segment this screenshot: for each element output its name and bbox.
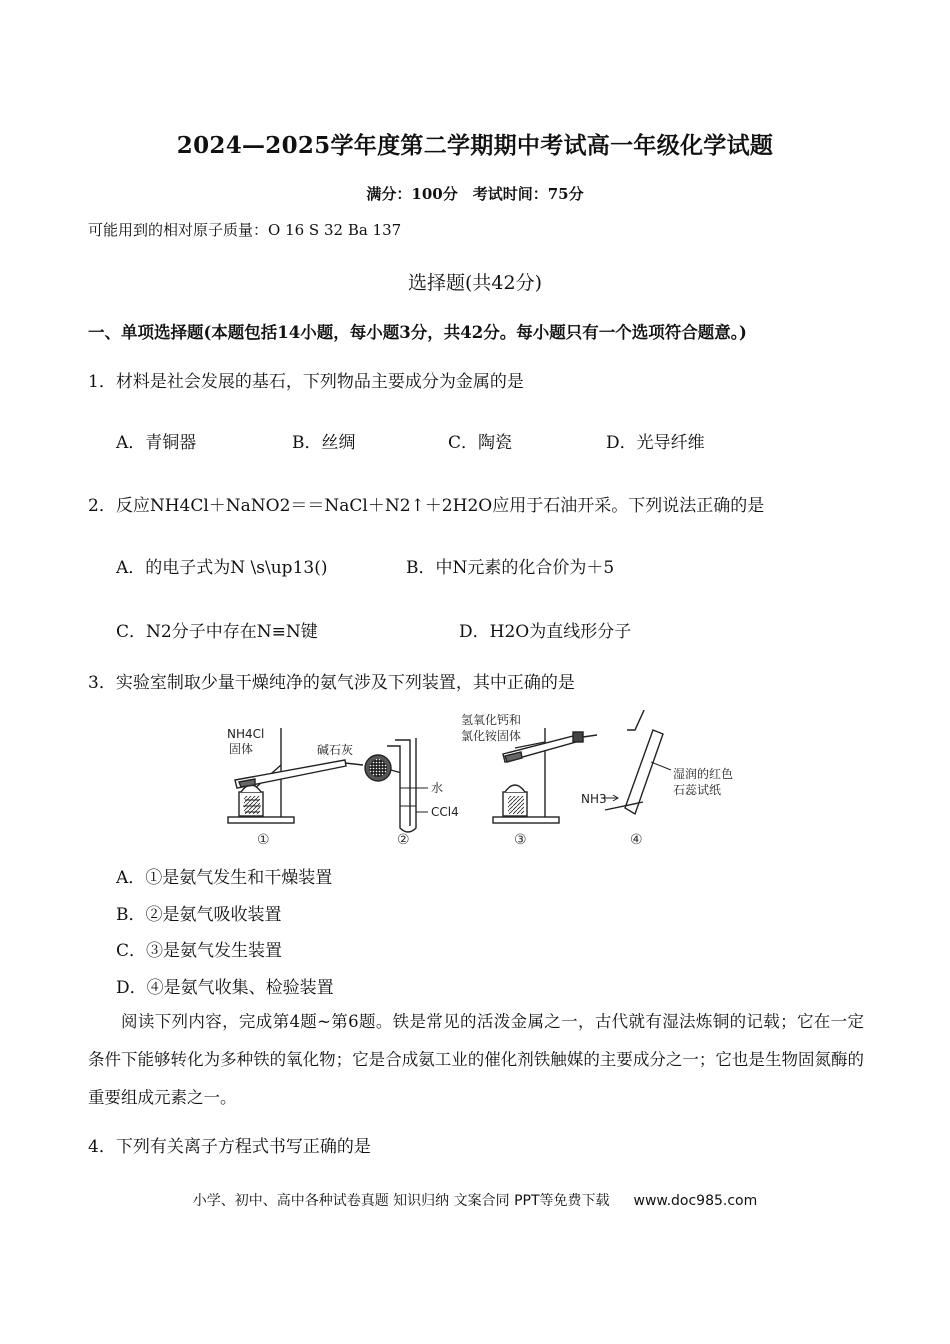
- question-1-option-b: B．丝绸: [292, 433, 356, 453]
- question-1-option-c: C．陶瓷: [448, 433, 513, 453]
- label-lime: 碱石灰: [317, 743, 354, 757]
- reading-passage: 阅读下列内容，完成第4题~第6题。铁是常见的活泼金属之一，古代就有湿法炼铜的记载；它在一定条件下能够转化为多种铁的氧化物；它是合成氨工业的催化剂铁触媒的主要成分之一；它也是生物固氮酶的重要组成元素之一。: [88, 1012, 864, 1107]
- question-1-option-d: D．光导纤维: [606, 433, 705, 453]
- question-1-stem: 1．材料是社会发展的基石，下列物品主要成分为金属的是: [88, 372, 524, 392]
- question-2-option-d: D．H2O为直线形分子: [459, 622, 632, 642]
- label-reagent-1: 氢氧化钙和: [461, 713, 522, 727]
- exam-title: 2024—2025学年度第二学期期中考试高一年级化学试题: [176, 132, 774, 159]
- footer-site-link[interactable]: www.doc985.com: [633, 1193, 758, 1209]
- atomic-masses: 可能用到的相对原子质量：O 16 S 32 Ba 137: [88, 221, 402, 239]
- question-3-stem: 3．实验室制取少量干燥纯净的氨气涉及下列装置，其中正确的是: [88, 673, 575, 693]
- label-water: 水: [431, 781, 444, 795]
- part-one-heading: 一、单项选择题(本题包括14小题，每小题3分，共42分。每小题只有一个选项符合题意。): [88, 323, 747, 342]
- label-solid: 固体: [229, 742, 254, 756]
- label-nh3: NH3: [581, 792, 607, 806]
- apparatus-4: [601, 710, 671, 814]
- label-paper-1: 湿润的红色: [673, 767, 734, 781]
- question-3-option-c: C．③是氨气发生装置: [116, 941, 283, 961]
- footer-text: 小学、初中、高中各种试卷真题 知识归纳 文案合同 PPT等免费下载: [192, 1193, 610, 1209]
- question-2-option-b: B．中N元素的化合价为＋5: [406, 558, 615, 578]
- page-footer: [0, 1190, 950, 1210]
- label-ccl4: CCl4: [431, 805, 459, 819]
- figure-number-3: ③: [514, 832, 527, 848]
- question-2-stem: 2．反应NH4Cl＋NaNO2＝＝NaCl＋N2↑＋2H2O应用于石油开采。下列说法正确的是: [88, 496, 765, 516]
- label-nh4cl: NH4Cl: [227, 727, 265, 741]
- section-title: 选择题(共42分): [407, 272, 542, 294]
- apparatus-2: [387, 738, 428, 832]
- figure-number-2: ②: [397, 832, 410, 848]
- question-1-option-a: A．青铜器: [116, 433, 197, 453]
- question-3-option-d: D．④是氨气收集、检验装置: [116, 978, 334, 998]
- exam-meta: 满分：100分 考试时间：75分: [366, 185, 584, 203]
- figure-number-1: ①: [257, 832, 270, 848]
- question-2-option-c: C．N2分子中存在N≡N键: [116, 622, 318, 642]
- question-4-stem: 4．下列有关离子方程式书写正确的是: [88, 1137, 371, 1157]
- question-2-option-a: A．的电子式为N \s\up13(): [116, 558, 328, 578]
- question-3-option-b: B．②是氨气吸收装置: [116, 905, 282, 925]
- question-3-option-a: A．①是氨气发生和干燥装置: [116, 868, 333, 888]
- figure-number-4: ④: [630, 832, 643, 848]
- label-paper-2: 石蕊试纸: [673, 783, 722, 797]
- apparatus-figure: [225, 710, 745, 852]
- label-reagent-2: 氯化铵固体: [461, 729, 522, 743]
